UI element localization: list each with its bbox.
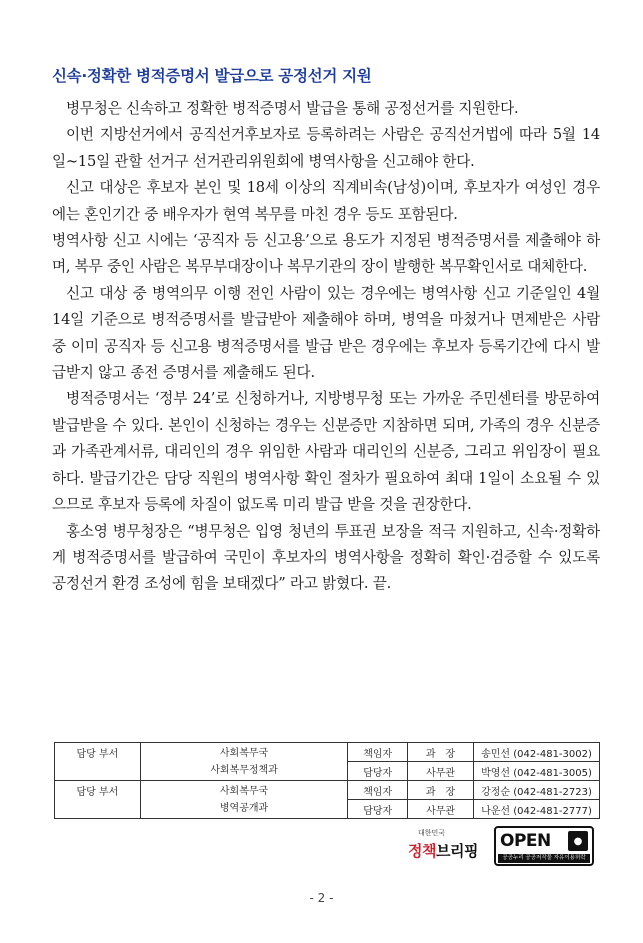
contact-table [54, 742, 600, 819]
dept-name [140, 781, 347, 819]
dept-line: 사회복무정책과 [210, 764, 278, 776]
paragraph-1: 병무청은 신속하고 정확한 병적증명서 발급을 통해 공정선거를 지원한다. [66, 100, 519, 117]
open-license-caption: 공공누리 공공저작물 자유이용허락 [498, 854, 590, 863]
dept-label: 담당 부서 [55, 743, 141, 781]
dept-line: 병역공개과 [219, 802, 269, 814]
dept-line: 사회복무국 [219, 747, 269, 759]
name-phone-cell: 강정순 (042-481-2723) [474, 781, 600, 800]
dept-name [140, 743, 347, 781]
table-row [55, 781, 600, 800]
table-row [55, 743, 600, 762]
logo-caption: 대한민국 [418, 829, 446, 837]
name-phone-cell: 송민선 (042-481-3002) [474, 743, 600, 762]
title-cell: 사무관 [408, 762, 474, 781]
document-body [52, 96, 600, 598]
role-cell: 책임자 [348, 781, 408, 800]
paragraph-2: 이번 지방선거에서 공직선거후보자로 등록하려는 사람은 공직선거법에 따라 5월 14일~15일 관할 선거구 선거관리위원회에 병역사항을 신고해야 한다. [52, 126, 600, 170]
title-cell: 사무관 [408, 800, 474, 819]
paragraph-5: 신고 대상 중 병역의무 이행 전인 사람이 있는 경우에는 병역사항 신고 기준일인 4월 14일 기준으로 병적증명서를 발급받아 제출해야 하며, 병역을 마쳤거나 면제받은 사람 중 이미 공직자 등 신고용 병적증명서를 발급 받은 경우에는 후보자 등록기간에 다시 발급받지 않고 종전 증명서를 제출해도 된다. [52, 284, 600, 382]
paragraph-4: 병역사항 신고 시에는 ‘공직자 등 신고용’으로 용도가 지정된 병적증명서를 제출해야 하며, 복무 중인 사람은 복무부대장이나 복무기관의 장이 발행한 복무확인서로 대체한다. [52, 232, 600, 276]
person-icon: ● [568, 831, 588, 851]
role-cell: 담당자 [348, 800, 408, 819]
document-title: 신속·정확한 병적증명서 발급으로 공정선거 지원 [52, 67, 372, 85]
policy-briefing-logo [404, 824, 490, 868]
name-phone-cell: 박영선 (042-481-3005) [474, 762, 600, 781]
page-number: - 2 - [309, 891, 334, 905]
logo-wordmark: 정책브리핑 [408, 842, 478, 860]
title-cell: 과 장 [408, 743, 474, 762]
paragraph-7: 홍소영 병무청장은 “병무청은 입영 청년의 투표권 보장을 적극 지원하고, 신속·정확하게 병적증명서를 발급하여 국민이 후보자의 병역사항을 정확히 확인·검증할 수 있도록 공정선거 환경 조성에 힘을 보태겠다” 라고 밝혔다. 끝. [52, 522, 600, 593]
dept-label: 담당 부서 [55, 781, 141, 819]
name-phone-cell: 나운선 (042-481-2777) [474, 800, 600, 819]
footer-logos [404, 824, 600, 868]
dept-line: 사회복무국 [219, 785, 269, 797]
paragraph-6: 병적증명서는 ‘정부 24’로 신청하거나, 지방병무청 또는 가까운 주민센터를 방문하여 발급받을 수 있다. 본인이 신청하는 경우는 신분증만 지참하면 되며, 가족의 경우 신분증과 가족관계서류, 대리인의 경우 위임한 사람과 대리인의 신분증, 그리고 위임장이 필요하다. 발급기간은 담당 직원의 병역사항 확인 절차가 필요하여 최대 1일이 소요될 수 있으므로 후보자 등록에 차질이 없도록 미리 발급 받을 것을 권장한다. [52, 390, 600, 514]
open-license-logo [494, 826, 594, 866]
role-cell: 책임자 [348, 743, 408, 762]
role-cell: 담당자 [348, 762, 408, 781]
title-cell: 과 장 [408, 781, 474, 800]
open-wordmark: OPEN [500, 831, 551, 851]
paragraph-3: 신고 대상은 후보자 본인 및 18세 이상의 직계비속(남성)이며, 후보자가 여성인 경우에는 혼인기간 중 배우자가 현역 복무를 마친 경우 등도 포함된다. [52, 179, 600, 223]
